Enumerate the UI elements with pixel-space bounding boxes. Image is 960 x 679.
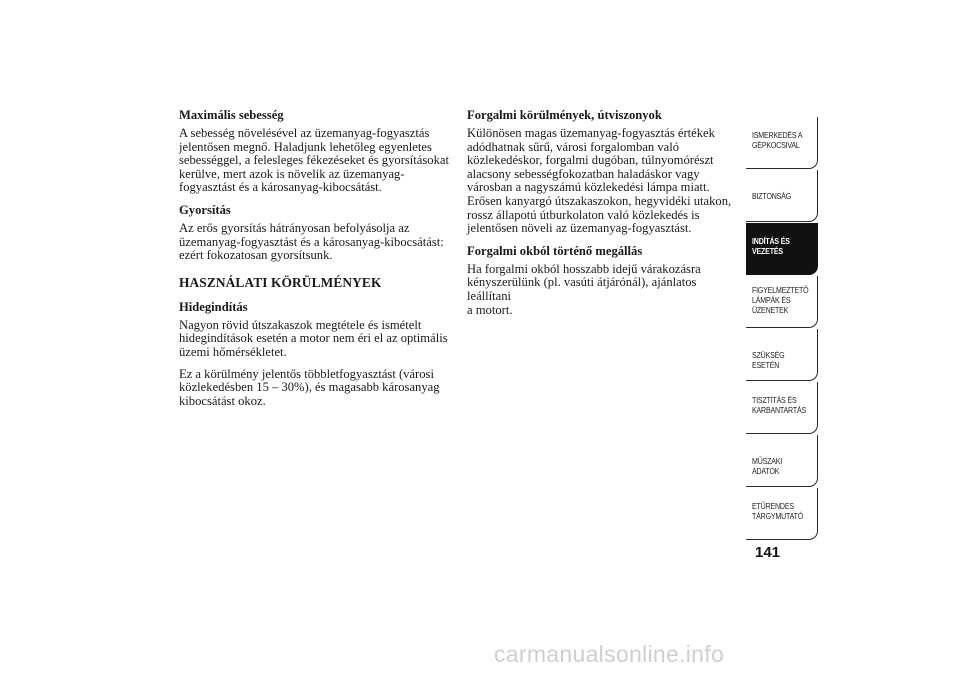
- paragraph-cold-start-consumption: Ez a körülmény jelentős többletfogyasztást (városi közlekedésben 15 – 30%), és magasabb károsanyag kibocsátást okoz.: [179, 366, 440, 408]
- paragraph-max-speed: A sebesség növelésével az üzemanyag-fogyasztás jelentősen megnő. Haladjunk lehetőleg egyenletes sebességgel, a felesleges fékezéseket és gyorsításokat kerülve, mert azok is növelik az üzemanyag- fogyasztást és a károsanyag-kibocsátást.: [179, 126, 449, 195]
- watermark: carmanualsonline.info: [494, 641, 725, 667]
- heading-cold-start: Hidegindítás: [179, 299, 248, 314]
- tab-maintenance[interactable]: [746, 382, 818, 434]
- paragraph-acceleration: Az erős gyorsítás hátrányosan befolyásolja az üzemanyag-fogyasztást és a károsanyag-kibocsátást: ezért fokozatosan gyorsítsunk.: [179, 220, 444, 263]
- section-title-usage-conditions: HASZNÁLATI KÖRÜLMÉNYEK: [179, 274, 382, 290]
- heading-traffic-conditions: Forgalmi körülmények, útviszonyok: [467, 108, 662, 122]
- tab-label: BIZTONSÁG: [752, 192, 792, 201]
- tab-technical-data[interactable]: [746, 435, 818, 487]
- tab-label: FIGYELMEZTETŐ LÁMPÁK ÉS ÜZENETEK: [752, 286, 809, 315]
- tab-label: TISZTÍTÁS ÉS KARBANTARTÁS: [752, 396, 807, 415]
- page-number: 141: [755, 544, 781, 561]
- heading-max-speed: Maximális sebesség: [179, 108, 284, 122]
- tab-in-emergency[interactable]: [746, 329, 818, 381]
- tab-label: ISMERKEDÉS A GÉPKOCSIVAL: [752, 131, 803, 150]
- chapter-tabs: [746, 117, 818, 541]
- tab-label: INDÍTÁS ÉS VEZETÉS: [752, 237, 790, 256]
- tab-warning-lights[interactable]: [746, 276, 818, 328]
- heading-traffic-stop: Forgalmi okból történő megállás: [467, 243, 643, 258]
- paragraph-traffic-stop: Ha forgalmi okból hosszabb idejű várakozásra kényszerülünk (pl. vasúti átjárónál), ajánlatos leállítani a motort.: [467, 261, 701, 317]
- paragraph-traffic-conditions: Különösen magas üzemanyag-fogyasztás értékek adódhatnak sűrű, városi forgalomban való közlekedéskor, forgalmi dugóban, túlnyomórészt alacsony sebességfokozatban haladáskor vagy városban a nagyszámú közlekedési lámpa miatt. Erősen kanyargó útszakaszokon, hegyvidéki utakon, rossz állapotú útburkolaton való közlekedés is jelentősen növeli az üzemanyag-fogyasztást.: [467, 126, 732, 236]
- left-column: [179, 108, 451, 416]
- heading-acceleration: Gyorsítás: [179, 202, 231, 217]
- tab-safety[interactable]: [746, 170, 818, 222]
- right-column: [467, 108, 737, 325]
- tab-index[interactable]: [746, 488, 818, 540]
- paragraph-cold-start: Nagyon rövid útszakaszok megtétele és ismételt hidegindítások esetén a motor nem éri el az optimális üzemi hőmérsékletet.: [179, 317, 448, 359]
- tab-starting-and-driving[interactable]: [746, 223, 818, 275]
- tab-label: MŰSZAKI ADATOK: [752, 457, 783, 476]
- tab-label: ETŰRENDES TÁRGYMUTATÓ: [752, 502, 804, 521]
- tab-label: SZÜKSÉG ESETÉN: [752, 351, 785, 370]
- tab-getting-to-know-car[interactable]: [746, 117, 818, 169]
